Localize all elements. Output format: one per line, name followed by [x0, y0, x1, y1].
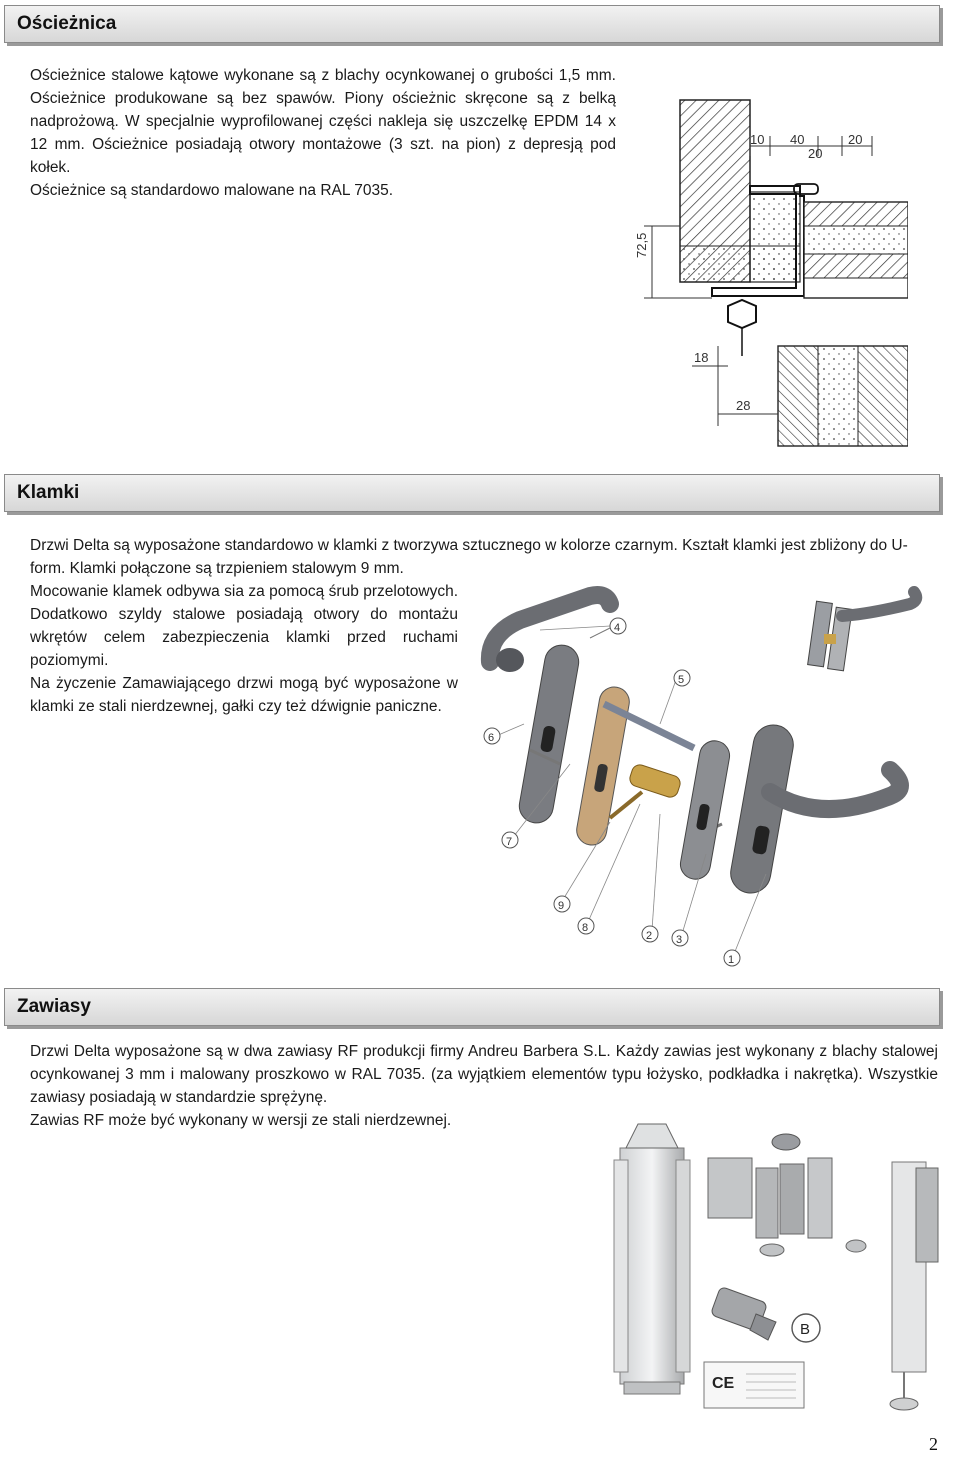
ce-mark: CE [712, 1375, 735, 1392]
paragraph: Mocowanie klamek odbywa sia za pomocą śrub przelotowych. Dodatkowo szyldy stalowe posiadają otwory do montażu wkrętów celem zabezpieczenia klamki przed ruchami poziomymi. [30, 583, 458, 669]
paragraph: Zawias RF może być wykonany w wersji ze stali nierdzewnej. [30, 1112, 452, 1129]
dim-40: 40 [790, 132, 805, 147]
section-header-zawiasy [4, 988, 940, 1026]
section-header-klamki [4, 474, 940, 512]
part-number: 7 [506, 836, 513, 848]
part-number: 3 [676, 934, 683, 946]
part-number: 1 [728, 954, 735, 966]
part-number: 6 [488, 732, 495, 744]
paragraph: Drzwi Delta są wyposażone standardowo w klamki z tworzywa sztucznego w kolorze czarnym. Kształt klamki jest zbliżony do U-form. Klamki połączone są trzpieniem stalowym 9 mm. [30, 537, 908, 577]
section-title: Klamki [17, 482, 80, 503]
page-number: 2 [929, 1434, 938, 1454]
part-number: 4 [614, 622, 621, 634]
part-number: 5 [678, 674, 685, 686]
part-number: 9 [558, 900, 565, 912]
handle-set-exploded-drawing [470, 574, 940, 970]
oscieznica-text [30, 64, 616, 202]
dim-28: 28 [736, 398, 751, 413]
paragraph: Ościeżnice stalowe kątowe wykonane są z blachy ocynkowanej o grubości 1,5 mm. Ościeżnice produkowane są bez spawów. Piony ościeżnic skręcone są z belką nadprożową. W specjalnie wyprofilowanej części nakleja się uszczelkę EPDM 14 x 12 mm. Ościeżnice posiadają otwory montażowe (3 szt. na pion) z depresją pod kołek. [30, 67, 616, 176]
dim-20a: 20 [808, 146, 823, 161]
part-number: 8 [582, 922, 589, 934]
frame-cross-section-drawing [632, 96, 908, 456]
paragraph: Drzwi Delta wyposażone są w dwa zawiasy RF produkcji firmy Andreu Barbera S.L. Każdy zawias jest wykonany z blachy stalowej ocynkowanej 3 mm i malowany proszkowo w RAL 7035. (za wyjątkiem elementów typu łożysko, podkładka i nakrętka). Wszystkie zawiasy posiadają w standardzie sprężynę. [30, 1043, 938, 1106]
hinge-drawing [596, 1118, 946, 1418]
dim-10: 10 [750, 132, 765, 147]
dim-18: 18 [694, 350, 709, 365]
paragraph: Ościeżnice są standardowo malowane na RAL 7035. [30, 182, 394, 199]
label-b: B [800, 1321, 811, 1338]
section-header-oscieznica [4, 5, 940, 43]
section-title: Ościeżnica [17, 13, 117, 34]
part-number: 2 [646, 930, 653, 942]
section-title: Zawiasy [17, 996, 91, 1017]
klamki-text-narrow [30, 580, 458, 718]
dim-72-5: 72,5 [634, 232, 649, 258]
dim-20b: 20 [848, 132, 863, 147]
paragraph: Na życzenie Zamawiającego drzwi mogą być wyposażone w klamki ze stali nierdzewnej, gałki czy też dźwignie paniczne. [30, 675, 458, 715]
